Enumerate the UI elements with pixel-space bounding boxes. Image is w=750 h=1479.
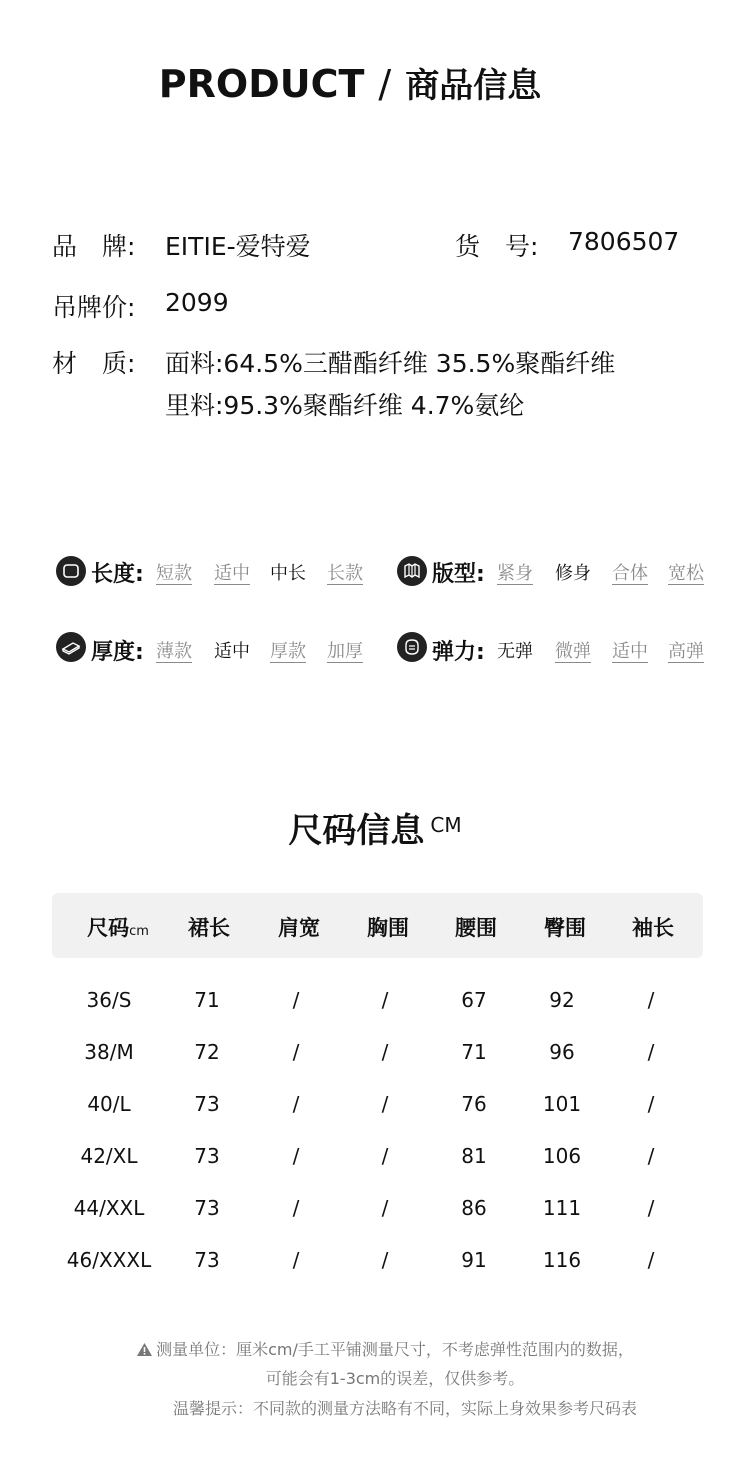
cell-skirt-length: 73	[194, 1248, 220, 1272]
cell-waist: 86	[461, 1196, 487, 1220]
pattern-fit-icon	[397, 556, 427, 586]
size-info-title	[0, 803, 750, 852]
cell-waist: 91	[461, 1248, 487, 1272]
cell-skirt-length: 73	[194, 1092, 220, 1116]
cell-size: 46/XXXL	[66, 1248, 152, 1272]
cell-sleeve: /	[647, 1248, 655, 1272]
fit-option-tight: 紧身	[497, 563, 533, 584]
thickness-option-thick: 厚款	[270, 641, 306, 662]
title-english: PRODUCT	[158, 62, 365, 106]
cell-bust: /	[381, 1248, 389, 1272]
cell-hip: 101	[542, 1092, 582, 1116]
header-skirt-length: 裙长	[188, 916, 230, 940]
cell-size: 38/M	[84, 1040, 134, 1064]
cell-size: 36/S	[86, 988, 132, 1012]
cell-sleeve: /	[647, 1092, 655, 1116]
cell-skirt-length: 72	[194, 1040, 220, 1064]
elasticity-option-slight: 微弹	[555, 641, 591, 662]
material-outer-fabric: 面料:64.5%三醋酯纤维 35.5%聚酯纤维	[165, 349, 616, 378]
length-option-medium: 适中	[214, 563, 250, 584]
elasticity-option-medium: 适中	[612, 641, 648, 662]
fit-label: 版型:	[432, 562, 485, 587]
cell-sleeve: /	[647, 988, 655, 1012]
header-waist: 腰围	[455, 916, 497, 940]
cell-size: 40/L	[87, 1092, 131, 1116]
header-bust: 胸围	[367, 916, 409, 940]
thickness-option-thin: 薄款	[156, 641, 192, 662]
thickness-option-extra-thick: 加厚	[327, 641, 363, 662]
header-sleeve: 袖长	[632, 916, 674, 940]
cell-shoulder: /	[292, 1196, 300, 1220]
price-label: 吊牌价:	[52, 293, 136, 322]
fit-option-regular: 合体	[612, 563, 648, 584]
fabric-thickness-icon	[56, 632, 86, 662]
header-size	[73, 912, 163, 942]
cell-bust: /	[381, 1092, 389, 1116]
cell-hip: 111	[542, 1196, 582, 1220]
skirt-length-icon	[56, 556, 86, 586]
length-option-short: 短款	[156, 563, 192, 584]
cell-bust: /	[381, 1040, 389, 1064]
header-hip: 臀围	[544, 916, 586, 940]
cell-shoulder: /	[292, 1092, 300, 1116]
item-number-label: 货 号:	[455, 232, 539, 261]
title-separator: /	[378, 62, 392, 106]
elasticity-option-high: 高弹	[668, 641, 704, 662]
cell-skirt-length: 73	[194, 1196, 220, 1220]
cell-shoulder: /	[292, 1040, 300, 1064]
cell-waist: 81	[461, 1144, 487, 1168]
elasticity-icon	[397, 632, 427, 662]
fit-option-slim-selected: 修身	[555, 563, 591, 584]
warning-icon	[136, 1342, 153, 1361]
material-label: 材 质:	[52, 349, 136, 378]
cell-shoulder: /	[292, 988, 300, 1012]
size-info-unit: CM	[430, 813, 462, 837]
cell-shoulder: /	[292, 1144, 300, 1168]
cell-hip: 96	[549, 1040, 575, 1064]
note-line-1: 测量单位：厘米cm/手工平铺测量尺寸，不考虑弹性范围内的数据，	[156, 1340, 634, 1359]
thickness-label: 厚度:	[91, 640, 144, 665]
fit-option-loose: 宽松	[668, 563, 704, 584]
cell-hip: 116	[542, 1248, 582, 1272]
cell-hip: 92	[549, 988, 575, 1012]
item-number-value: 7806507	[568, 227, 680, 256]
cell-sleeve: /	[647, 1144, 655, 1168]
cell-hip: 106	[542, 1144, 582, 1168]
elasticity-option-none-selected: 无弹	[497, 641, 533, 662]
page-title	[0, 58, 700, 107]
size-info-heading: 尺码信息	[288, 811, 425, 851]
length-label: 长度:	[91, 562, 144, 587]
brand-label: 品 牌:	[52, 232, 136, 261]
cell-skirt-length: 71	[194, 988, 220, 1012]
cell-bust: /	[381, 1144, 389, 1168]
price-value: 2099	[165, 288, 229, 317]
header-size-label: 尺码	[87, 916, 130, 940]
note-line-3: 温馨提示：不同款的测量方法略有不同，实际上身效果参考尺码表	[172, 1399, 637, 1418]
cell-skirt-length: 73	[194, 1144, 220, 1168]
material-lining: 里料:95.3%聚酯纤维 4.7%氨纶	[165, 391, 525, 420]
cell-shoulder: /	[292, 1248, 300, 1272]
cell-waist: 67	[461, 988, 487, 1012]
brand-value: EITIE-爱特爱	[165, 232, 311, 261]
cell-waist: 71	[461, 1040, 487, 1064]
title-chinese: 商品信息	[405, 66, 542, 106]
length-option-long: 长款	[327, 563, 363, 584]
cell-sleeve: /	[647, 1196, 655, 1220]
cell-bust: /	[381, 988, 389, 1012]
note-line-2: 可能会有1-3cm的误差，仅供参考。	[265, 1369, 525, 1388]
length-option-midi-selected: 中长	[270, 563, 306, 584]
thickness-option-medium-selected: 适中	[214, 641, 250, 662]
note-measurement	[0, 1337, 750, 1361]
cell-size: 44/XXL	[73, 1196, 145, 1220]
header-size-unit: cm	[129, 924, 149, 939]
cell-bust: /	[381, 1196, 389, 1220]
cell-sleeve: /	[647, 1040, 655, 1064]
elasticity-label: 弹力:	[432, 640, 485, 665]
cell-size: 42/XL	[80, 1144, 138, 1168]
header-shoulder: 肩宽	[278, 916, 320, 940]
cell-waist: 76	[461, 1092, 487, 1116]
